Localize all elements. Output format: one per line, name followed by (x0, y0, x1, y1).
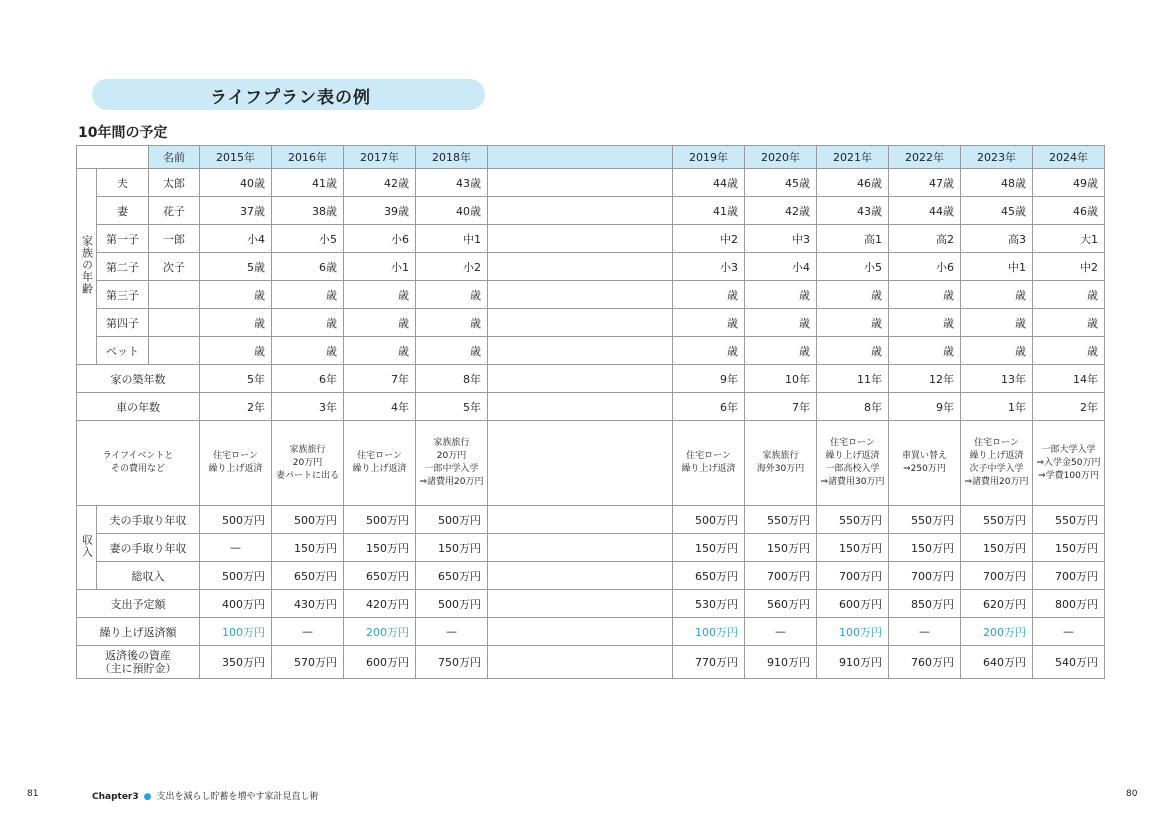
value-cell: 歳 (1033, 337, 1105, 365)
event-line: 住宅ローン (830, 438, 875, 448)
year-header: 2023年 (961, 146, 1033, 169)
value-cell: 100万円 (673, 618, 745, 646)
blank-column-cell (488, 309, 673, 337)
row-label: 繰り上げ返済額 (77, 618, 200, 646)
value-cell: 小5 (272, 225, 344, 253)
value-cell: 42歳 (745, 197, 817, 225)
row-label: 夫の手取り年収 (97, 506, 200, 534)
event-cell (745, 421, 817, 506)
value-cell: 10年 (745, 365, 817, 393)
car-age-row (77, 393, 1105, 421)
value-cell: 150万円 (817, 534, 889, 562)
value-cell: 500万円 (416, 506, 488, 534)
value-cell: 650万円 (272, 562, 344, 590)
assets-row (77, 646, 1105, 679)
value-cell: 100万円 (817, 618, 889, 646)
value-cell: 150万円 (344, 534, 416, 562)
value-cell: 歳 (200, 337, 272, 365)
event-line: ⇒諸費用30万円 (820, 477, 885, 487)
value-cell: 中1 (416, 225, 488, 253)
value-cell: 歳 (272, 337, 344, 365)
value-cell: 8年 (416, 365, 488, 393)
value-cell: 38歳 (272, 197, 344, 225)
event-cell (200, 421, 272, 506)
value-cell: 中3 (745, 225, 817, 253)
value-cell: 430万円 (272, 590, 344, 618)
value-cell: 150万円 (416, 534, 488, 562)
income-group-label (77, 506, 97, 590)
events-row (77, 421, 1105, 506)
value-cell: 150万円 (961, 534, 1033, 562)
value-cell: 650万円 (673, 562, 745, 590)
event-line: ⇒諸費用20万円 (419, 477, 484, 487)
year-header: 2018年 (416, 146, 488, 169)
value-cell: — (272, 618, 344, 646)
income-group-text: 収入 (80, 534, 94, 558)
prepay-row (77, 618, 1105, 646)
header-row (77, 146, 1105, 169)
value-cell: 150万円 (1033, 534, 1105, 562)
event-line: ⇒入学金50万円 (1036, 457, 1101, 468)
life-plan-table (76, 145, 1105, 679)
value-cell: 大1 (1033, 225, 1105, 253)
header-corner (77, 146, 149, 169)
value-cell: 700万円 (961, 562, 1033, 590)
page-number-right: 80 (1126, 789, 1138, 799)
assets-label-line: （主に預貯金） (99, 662, 177, 675)
member-name: 花子 (149, 197, 200, 225)
value-cell: 歳 (673, 309, 745, 337)
assets-label-line: 返済後の資産 (105, 649, 171, 662)
value-cell: 歳 (745, 337, 817, 365)
event-cell (817, 421, 889, 506)
value-cell: 39歳 (344, 197, 416, 225)
value-cell: 11年 (817, 365, 889, 393)
value-cell: 770万円 (673, 646, 745, 679)
value-cell: 小1 (344, 253, 416, 281)
event-line: 家族旅行 (289, 444, 326, 455)
event-line: 住宅ローン (213, 451, 258, 461)
value-cell: 高2 (889, 225, 961, 253)
value-cell: 歳 (200, 281, 272, 309)
value-cell: 550万円 (1033, 506, 1105, 534)
family-group-label (77, 169, 97, 365)
row-label: 総収入 (97, 562, 200, 590)
value-cell: 歳 (200, 309, 272, 337)
value-cell: 高1 (817, 225, 889, 253)
value-cell: 500万円 (416, 590, 488, 618)
value-cell: 550万円 (889, 506, 961, 534)
family-row (77, 337, 1105, 365)
value-cell: 歳 (344, 281, 416, 309)
value-cell: 550万円 (745, 506, 817, 534)
event-cell (1033, 421, 1105, 506)
family-row (77, 197, 1105, 225)
value-cell: 540万円 (1033, 646, 1105, 679)
value-cell: 3年 (272, 393, 344, 421)
value-cell: 小4 (200, 225, 272, 253)
value-cell: 37歳 (200, 197, 272, 225)
value-cell: 12年 (889, 365, 961, 393)
event-cell (416, 421, 488, 506)
value-cell: 650万円 (416, 562, 488, 590)
value-cell: 中2 (1033, 253, 1105, 281)
value-cell: 910万円 (745, 646, 817, 679)
member-name (149, 337, 200, 365)
value-cell: 歳 (817, 281, 889, 309)
blank-column-cell (488, 197, 673, 225)
value-cell: 560万円 (745, 590, 817, 618)
year-header: 2021年 (817, 146, 889, 169)
event-line: 家族旅行 (433, 438, 470, 448)
value-cell: 5歳 (200, 253, 272, 281)
member-role: 妻 (97, 197, 149, 225)
value-cell: 45歳 (961, 197, 1033, 225)
value-cell: 歳 (817, 309, 889, 337)
event-line: ⇒諸費用20万円 (964, 477, 1029, 487)
row-label: 支出予定額 (77, 590, 200, 618)
assets-label (77, 646, 200, 679)
value-cell: 850万円 (889, 590, 961, 618)
value-cell: 歳 (344, 337, 416, 365)
events-label-line: ライフイベントと (102, 451, 174, 461)
value-cell: 760万円 (889, 646, 961, 679)
value-cell: 4年 (344, 393, 416, 421)
event-line: 一郎中学入学 (424, 464, 479, 474)
value-cell: 1年 (961, 393, 1033, 421)
value-cell: 600万円 (817, 590, 889, 618)
member-role: 第二子 (97, 253, 149, 281)
value-cell: 750万円 (416, 646, 488, 679)
chapter-title: 支出を減らし貯蓄を増やす家計見直し術 (156, 792, 319, 802)
event-line: 繰り上げ返済 (825, 451, 880, 461)
event-line: 繰り上げ返済 (208, 464, 263, 474)
value-cell: 13年 (961, 365, 1033, 393)
value-cell: 歳 (344, 309, 416, 337)
value-cell: 500万円 (200, 562, 272, 590)
value-cell: 歳 (961, 337, 1033, 365)
value-cell: 歳 (745, 281, 817, 309)
value-cell: 46歳 (1033, 197, 1105, 225)
year-header: 2020年 (745, 146, 817, 169)
income-row (77, 534, 1105, 562)
value-cell: 歳 (889, 281, 961, 309)
value-cell: 歳 (673, 337, 745, 365)
event-line: 20万円 (292, 457, 323, 468)
income-row (77, 506, 1105, 534)
blank-column-cell (488, 225, 673, 253)
value-cell: 44歳 (889, 197, 961, 225)
blank-column-cell (488, 590, 673, 618)
value-cell: 44歳 (673, 169, 745, 197)
event-cell (344, 421, 416, 506)
events-label (77, 421, 200, 506)
value-cell: 歳 (272, 281, 344, 309)
value-cell: 800万円 (1033, 590, 1105, 618)
blank-column-cell (488, 253, 673, 281)
value-cell: 小3 (673, 253, 745, 281)
event-line: 一郎高校入学 (825, 464, 880, 474)
value-cell: 2年 (1033, 393, 1105, 421)
value-cell: 700万円 (745, 562, 817, 590)
chapter-label: Chapter3 (92, 792, 139, 802)
value-cell: 6年 (673, 393, 745, 421)
event-line: 繰り上げ返済 (352, 464, 407, 474)
house-age-row (77, 365, 1105, 393)
value-cell: 150万円 (272, 534, 344, 562)
year-header: 2022年 (889, 146, 961, 169)
event-cell (673, 421, 745, 506)
value-cell: 42歳 (344, 169, 416, 197)
income-row (77, 562, 1105, 590)
value-cell: 歳 (961, 281, 1033, 309)
member-name: 次子 (149, 253, 200, 281)
blank-column-cell (488, 618, 673, 646)
value-cell: 640万円 (961, 646, 1033, 679)
table-subtitle: 10年間の予定 (78, 125, 168, 141)
value-cell: — (889, 618, 961, 646)
value-cell: 150万円 (745, 534, 817, 562)
value-cell: 48歳 (961, 169, 1033, 197)
value-cell: 9年 (889, 393, 961, 421)
member-role: ペット (97, 337, 149, 365)
value-cell: 高3 (961, 225, 1033, 253)
value-cell: 歳 (889, 337, 961, 365)
row-label: 妻の手取り年収 (97, 534, 200, 562)
value-cell: 700万円 (817, 562, 889, 590)
member-role: 第三子 (97, 281, 149, 309)
event-line: 住宅ローン (974, 438, 1019, 448)
value-cell: — (1033, 618, 1105, 646)
year-header: 2016年 (272, 146, 344, 169)
page-title: ライフプラン表の例 (210, 88, 371, 108)
value-cell: 歳 (817, 337, 889, 365)
event-cell (889, 421, 961, 506)
value-cell: 歳 (745, 309, 817, 337)
value-cell: 45歳 (745, 169, 817, 197)
value-cell: 歳 (272, 309, 344, 337)
value-cell: 49歳 (1033, 169, 1105, 197)
value-cell: 420万円 (344, 590, 416, 618)
blank-column-cell (488, 421, 673, 506)
year-header: 2015年 (200, 146, 272, 169)
blank-column-cell (488, 646, 673, 679)
family-row (77, 309, 1105, 337)
row-label: 車の年数 (77, 393, 200, 421)
value-cell: 40歳 (416, 197, 488, 225)
value-cell: 500万円 (272, 506, 344, 534)
value-cell: 700万円 (889, 562, 961, 590)
value-cell: — (200, 534, 272, 562)
value-cell: 歳 (673, 281, 745, 309)
member-name: 一郎 (149, 225, 200, 253)
value-cell: 46歳 (817, 169, 889, 197)
member-role: 夫 (97, 169, 149, 197)
value-cell: 歳 (889, 309, 961, 337)
value-cell: 530万円 (673, 590, 745, 618)
value-cell: 200万円 (344, 618, 416, 646)
value-cell: 歳 (1033, 281, 1105, 309)
value-cell: 小2 (416, 253, 488, 281)
value-cell: 550万円 (961, 506, 1033, 534)
event-line: 次子中学入学 (969, 464, 1024, 474)
value-cell: 6歳 (272, 253, 344, 281)
value-cell: 中1 (961, 253, 1033, 281)
event-line: 住宅ローン (686, 451, 731, 461)
value-cell: 500万円 (673, 506, 745, 534)
value-cell: 9年 (673, 365, 745, 393)
event-cell (961, 421, 1033, 506)
event-line: 車買い替え (901, 451, 947, 461)
value-cell: 600万円 (344, 646, 416, 679)
value-cell: 2年 (200, 393, 272, 421)
value-cell: — (416, 618, 488, 646)
chapter-footer (92, 789, 319, 802)
value-cell: 小6 (889, 253, 961, 281)
value-cell: 6年 (272, 365, 344, 393)
value-cell: 500万円 (344, 506, 416, 534)
blank-column-cell (488, 534, 673, 562)
value-cell: 中2 (673, 225, 745, 253)
bullet-icon: ● (143, 792, 152, 802)
name-header: 名前 (149, 146, 200, 169)
value-cell: 43歳 (817, 197, 889, 225)
value-cell: 910万円 (817, 646, 889, 679)
member-name (149, 281, 200, 309)
value-cell: 700万円 (1033, 562, 1105, 590)
value-cell: 570万円 (272, 646, 344, 679)
blank-column-cell (488, 281, 673, 309)
year-header: 2024年 (1033, 146, 1105, 169)
member-role: 第一子 (97, 225, 149, 253)
value-cell: 500万円 (200, 506, 272, 534)
value-cell: 47歳 (889, 169, 961, 197)
event-line: 繰り上げ返済 (681, 464, 736, 474)
blank-column-cell (488, 337, 673, 365)
family-row (77, 253, 1105, 281)
value-cell: 14年 (1033, 365, 1105, 393)
value-cell: 550万円 (817, 506, 889, 534)
year-header: 2017年 (344, 146, 416, 169)
event-line: 妻パートに出る (275, 470, 339, 481)
value-cell: 150万円 (673, 534, 745, 562)
event-line: 住宅ローン (357, 451, 402, 461)
value-cell: 40歳 (200, 169, 272, 197)
events-label-line: その費用など (110, 464, 165, 474)
value-cell: 8年 (817, 393, 889, 421)
event-line: ⇒250万円 (903, 464, 946, 474)
blank-column-cell (488, 506, 673, 534)
value-cell: 小4 (745, 253, 817, 281)
value-cell: 7年 (344, 365, 416, 393)
value-cell: 小5 (817, 253, 889, 281)
value-cell: 歳 (416, 281, 488, 309)
family-row (77, 225, 1105, 253)
value-cell: 5年 (200, 365, 272, 393)
value-cell: 400万円 (200, 590, 272, 618)
value-cell: 歳 (416, 337, 488, 365)
expense-row (77, 590, 1105, 618)
title-banner (92, 79, 485, 110)
value-cell: 43歳 (416, 169, 488, 197)
value-cell: 歳 (1033, 309, 1105, 337)
event-line: 家族旅行 (762, 451, 799, 461)
value-cell: 41歳 (673, 197, 745, 225)
event-line: 海外30万円 (756, 464, 805, 474)
family-row (77, 281, 1105, 309)
year-header: 2019年 (673, 146, 745, 169)
blank-column-cell (488, 169, 673, 197)
member-name (149, 309, 200, 337)
family-group-text: 家族の年齢 (80, 235, 94, 295)
value-cell: — (745, 618, 817, 646)
value-cell: 歳 (961, 309, 1033, 337)
event-line: 一郎大学入学 (1041, 444, 1096, 455)
family-row (77, 169, 1105, 197)
value-cell: 350万円 (200, 646, 272, 679)
row-label: 家の築年数 (77, 365, 200, 393)
blank-column-cell (488, 393, 673, 421)
value-cell: 5年 (416, 393, 488, 421)
event-line: 20万円 (436, 451, 467, 461)
member-role: 第四子 (97, 309, 149, 337)
blank-column-cell (488, 562, 673, 590)
value-cell: 200万円 (961, 618, 1033, 646)
member-name: 太郎 (149, 169, 200, 197)
event-cell (272, 421, 344, 506)
page-number-left: 81 (27, 789, 39, 799)
value-cell: 100万円 (200, 618, 272, 646)
event-line: 繰り上げ返済 (969, 451, 1024, 461)
value-cell: 650万円 (344, 562, 416, 590)
value-cell: 41歳 (272, 169, 344, 197)
event-line: ⇒学費100万円 (1038, 470, 1099, 481)
blank-column-header (488, 146, 673, 169)
value-cell: 150万円 (889, 534, 961, 562)
value-cell: 620万円 (961, 590, 1033, 618)
value-cell: 7年 (745, 393, 817, 421)
value-cell: 小6 (344, 225, 416, 253)
blank-column-cell (488, 365, 673, 393)
value-cell: 歳 (416, 309, 488, 337)
